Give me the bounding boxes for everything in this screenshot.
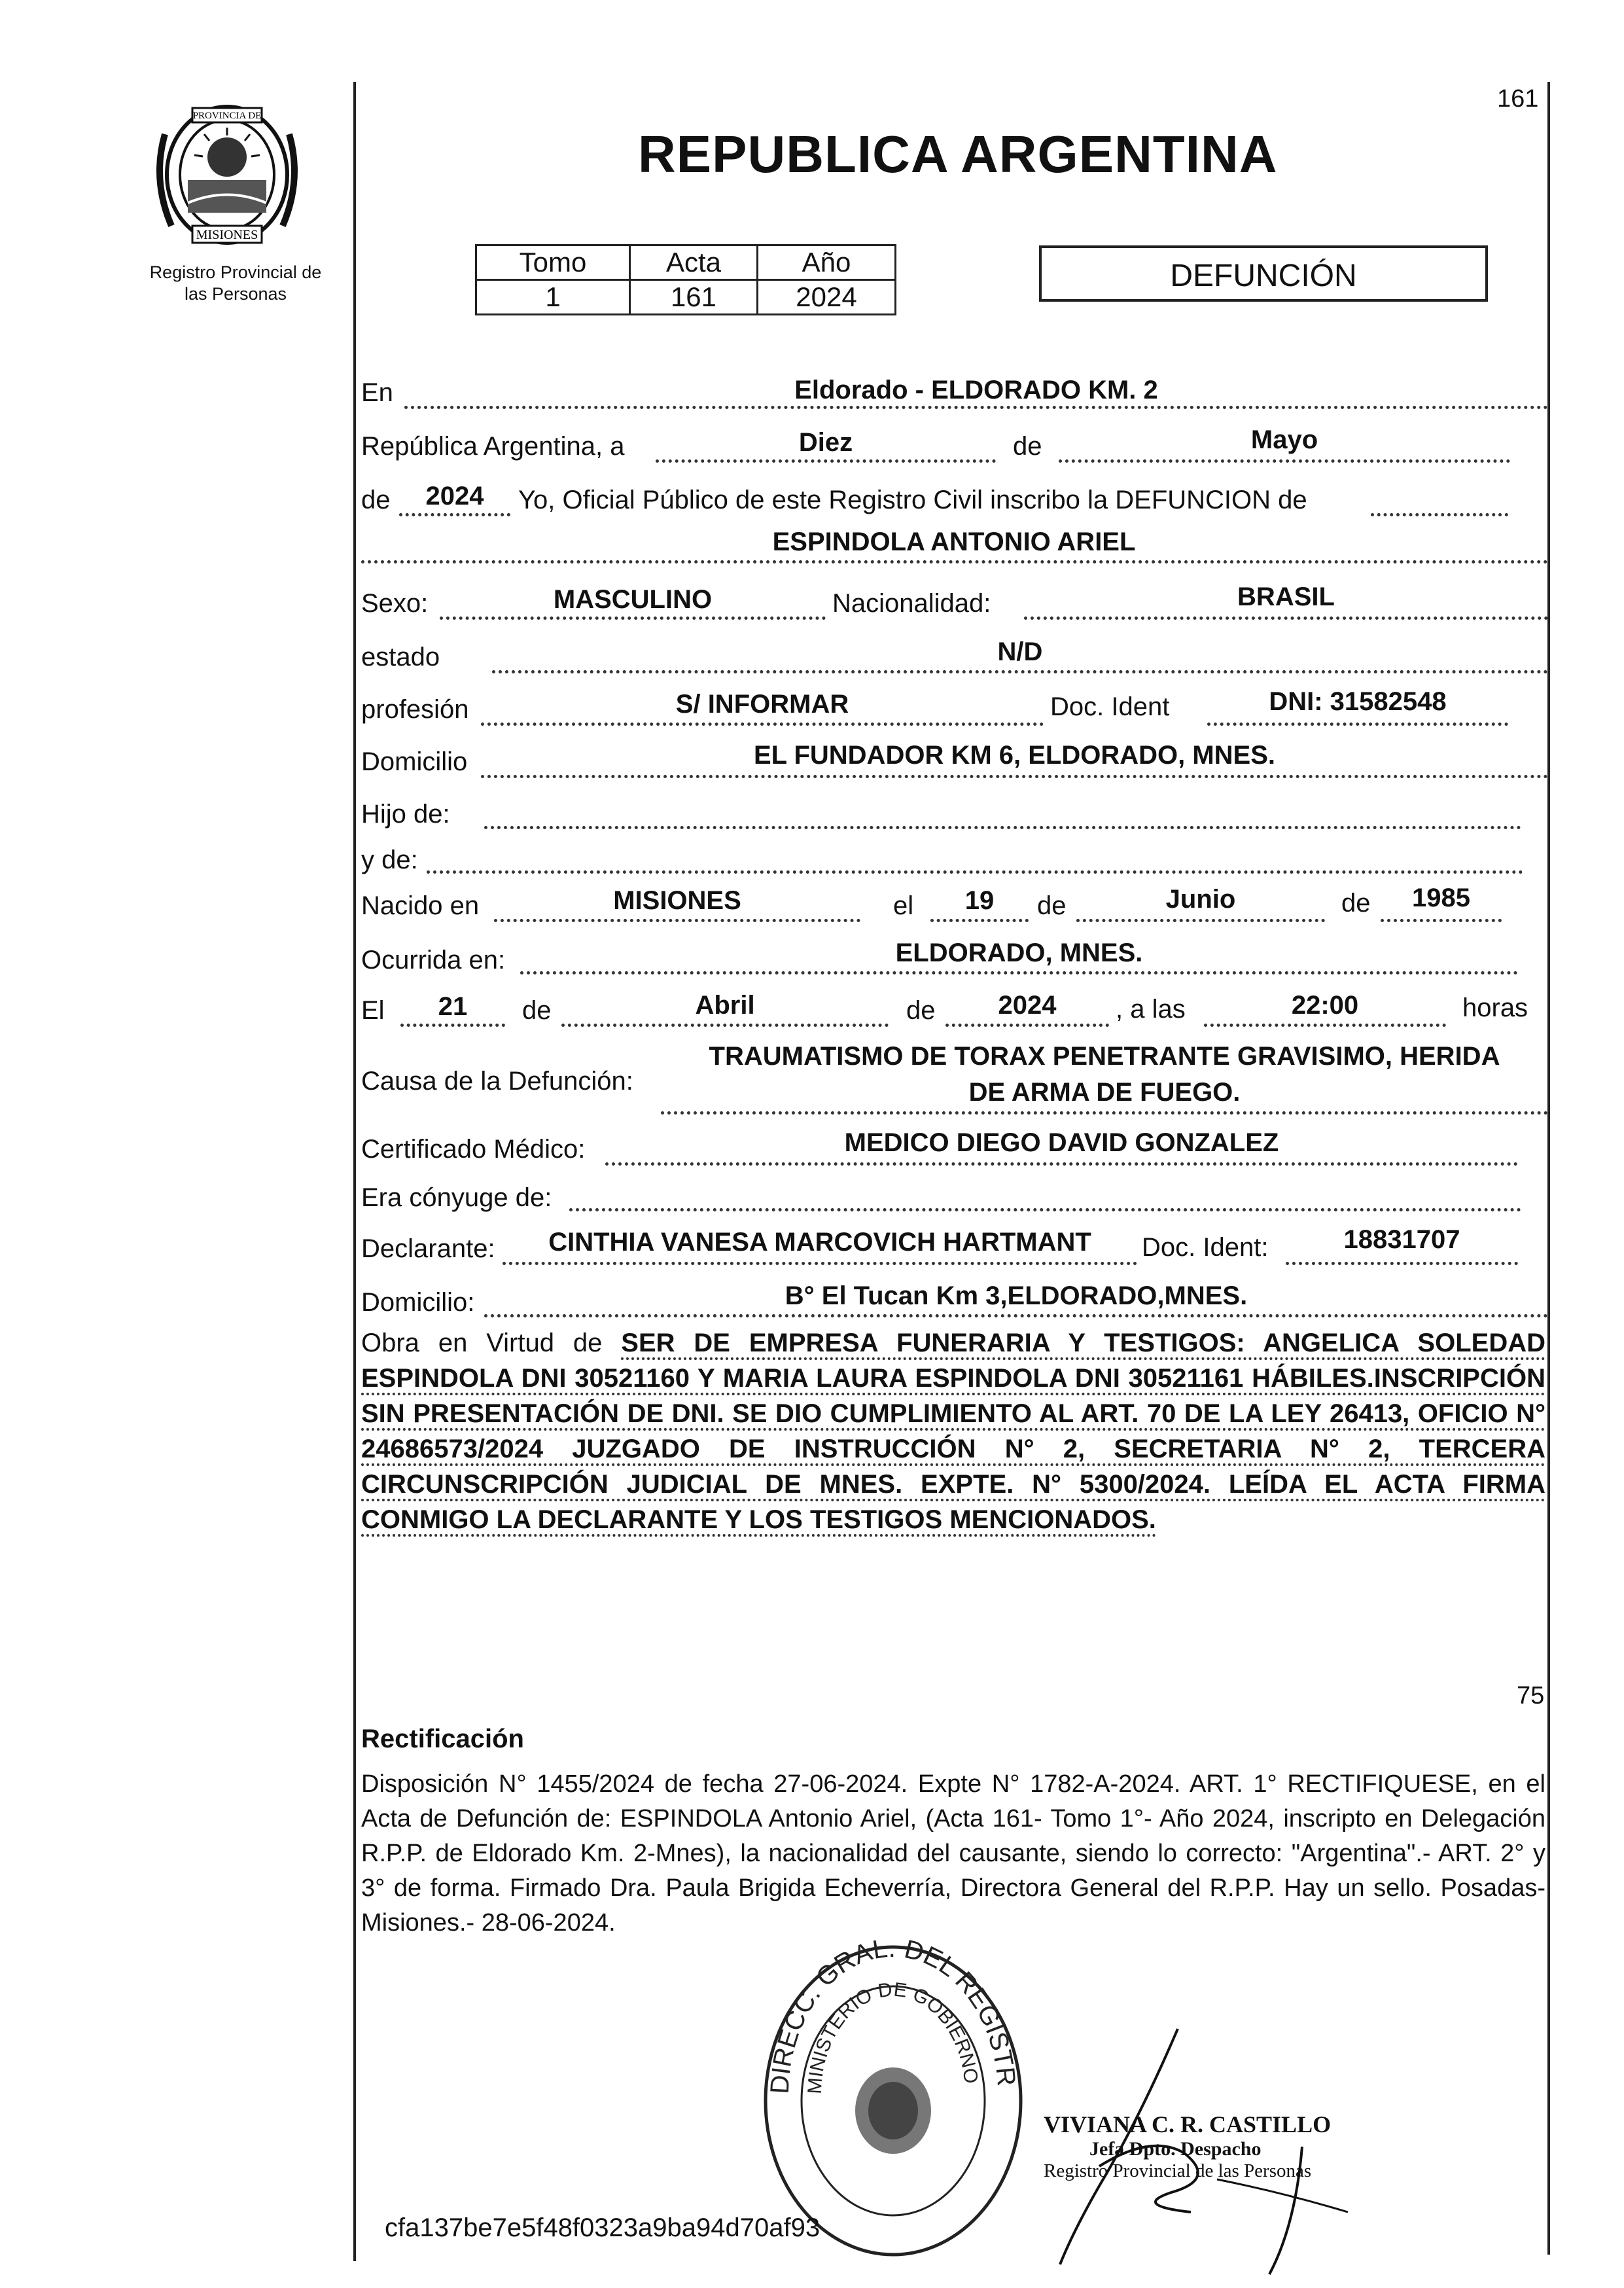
day-words-value: Diez: [798, 428, 853, 457]
certificado-value: MEDICO DIEGO DAVID GONZALEZ: [844, 1128, 1279, 1157]
page-title: REPUBLICA ARGENTINA: [638, 125, 1278, 183]
death-de1-label: de: [522, 996, 552, 1025]
en-label: En: [361, 378, 393, 407]
registry-value-acta: 161: [630, 280, 758, 315]
hijo-de-label: Hijo de:: [361, 800, 450, 829]
domicilio-value: EL FUNDADOR KM 6, ELDORADO, MNES.: [753, 741, 1276, 770]
doc-ident-line: [1207, 723, 1508, 726]
signature-title: Jefa Dpto. Despacho: [1089, 2138, 1262, 2160]
domicilio-label: Domicilio: [361, 747, 468, 776]
decl-domicilio-value: B° El Tucan Km 3,ELDORADO,MNES.: [785, 1281, 1248, 1310]
domicilio-line: [481, 775, 1548, 778]
org-name-line2: las Personas: [184, 284, 287, 304]
page-number: 161: [1497, 85, 1539, 113]
year-prefix-label: de: [361, 486, 391, 514]
certificado-label: Certificado Médico:: [361, 1135, 586, 1164]
month-value: Mayo: [1250, 425, 1318, 454]
a-las-label: , a las: [1116, 995, 1186, 1024]
svg-text:MINISTERIO DE GOBIERNO: MINISTERIO DE GOBIERNO: [803, 1978, 982, 2095]
ocurrida-value: ELDORADO, MNES.: [895, 938, 1143, 967]
official-statement: Yo, Oficial Público de este Registro Civil inscribo la DEFUNCION de: [518, 486, 1307, 514]
registry-header-ano: Año: [758, 245, 896, 280]
document-hash: cfa137be7e5f48f0323a9ba94d70af93: [385, 2213, 821, 2242]
death-time-value: 22:00: [1291, 991, 1359, 1020]
estado-value: N/D: [997, 637, 1043, 666]
svg-text:PROVINCIA DE: PROVINCIA DE: [192, 111, 262, 121]
nacido-en-label: Nacido en: [361, 891, 480, 920]
y-de-line: [427, 870, 1523, 874]
rectificacion-title: Rectificación: [361, 1725, 524, 1753]
birth-month-value: Junio: [1165, 885, 1236, 914]
conyuge-line: [569, 1208, 1521, 1211]
causa-line2: DE ARMA DE FUEGO.: [968, 1078, 1241, 1107]
death-month-value: Abril: [695, 991, 755, 1020]
death-month-line: [561, 1024, 889, 1027]
birth-day-line: [930, 919, 1029, 922]
sexo-value: MASCULINO: [553, 585, 713, 614]
deceased-name: ESPINDOLA ANTONIO ARIEL: [772, 527, 1136, 556]
signature-block: [1044, 2111, 1358, 2182]
birth-de1-label: de: [1037, 891, 1067, 920]
profesion-label: profesión: [361, 695, 469, 724]
year-line: [399, 513, 510, 516]
birth-de2-label: de: [1341, 889, 1371, 918]
decl-domicilio-line: [484, 1314, 1548, 1317]
death-year-line: [945, 1024, 1109, 1027]
horas-label: horas: [1462, 993, 1528, 1022]
profesion-value: S/ INFORMAR: [675, 690, 849, 719]
nacido-en-value: MISIONES: [613, 886, 741, 915]
ocurrida-line: [520, 971, 1518, 974]
country-label: República Argentina, a: [361, 432, 625, 461]
nacido-en-line: [494, 919, 860, 922]
doc-ident-value: DNI: 31582548: [1269, 687, 1447, 716]
death-year-value: 2024: [998, 991, 1057, 1020]
causa-line: [661, 1111, 1548, 1115]
rectificacion-page-number: 75: [1517, 1682, 1545, 1709]
svg-text:MISIONES: MISIONES: [196, 228, 258, 242]
declarante-line: [503, 1262, 1137, 1265]
declarante-label: Declarante:: [361, 1234, 495, 1263]
deceased-line: [361, 560, 1548, 563]
registry-value-row: [476, 280, 896, 315]
certificado-line: [605, 1162, 1518, 1166]
registry-table: [475, 244, 896, 315]
en-line: [404, 406, 1548, 409]
rectificacion-text: Disposición N° 1455/2024 de fecha 27-06-2024. Expte N° 1782-A-2024. ART. 1° RECTIFIQUESE, en el Acta de Defunción de: ESPINDOLA Antonio Ariel, (Acta 161- Tomo 1°- Año 2024, inscripto en Delegación R.P.P. de Eldorado Km. 2-Mnes), la nacionalidad del causante, siendo lo correcto: "Argentina".- ART. 2° y 3° de forma. Firmado Dra. Paula Brigida Echeverría, Directora General del R.P.P. Hay un sello. Posadas- Misiones.- 28-06-2024.: [361, 1770, 1545, 1937]
place-value: Eldorado - ELDORADO KM. 2: [794, 376, 1158, 404]
registry-header-tomo: Tomo: [476, 245, 630, 280]
decl-domicilio-label: Domicilio:: [361, 1288, 475, 1317]
month-line: [1059, 459, 1510, 463]
causa-label: Causa de la Defunción:: [361, 1067, 633, 1096]
profesion-line: [481, 723, 1044, 726]
hijo-de-line: [484, 826, 1521, 829]
death-day-value: 21: [438, 992, 468, 1021]
year-value: 2024: [425, 482, 484, 510]
death-time-line: [1204, 1024, 1446, 1027]
birth-day-value: 19: [964, 886, 995, 915]
signature-org: Registro Provincial de las Personas: [1044, 2160, 1312, 2181]
y-de-label: y de:: [361, 846, 418, 874]
official-stamp: [749, 1931, 1037, 2258]
sexo-label: Sexo:: [361, 589, 429, 618]
sexo-line: [440, 617, 826, 620]
doc-ident-label: Doc. Ident: [1050, 692, 1170, 721]
el-label: el: [893, 891, 914, 920]
el-death-label: El: [361, 996, 385, 1025]
declarante-value: CINTHIA VANESA MARCOVICH HARTMANT: [548, 1228, 1091, 1257]
document-type-box: DEFUNCIÓN: [1039, 245, 1488, 302]
nacionalidad-label: Nacionalidad:: [832, 589, 991, 618]
birth-year-value: 1985: [1412, 884, 1470, 912]
decl-doc-label: Doc. Ident:: [1142, 1233, 1269, 1262]
birth-year-line: [1381, 919, 1502, 922]
causa-line1: TRAUMATISMO DE TORAX PENETRANTE GRAVISIMO, HERIDA: [709, 1042, 1500, 1071]
province-emblem: [152, 95, 302, 252]
obra-label: Obra en Virtud de: [361, 1329, 603, 1357]
obra-text: SER DE EMPRESA FUNERARIA Y TESTIGOS: ANGELICA SOLEDAD ESPINDOLA DNI 30521160 Y MARIA LAURA ESPINDOLA DNI 30521161 HÁBILES.INSCRIPCIÓN SIN PRESENTACIÓN DE DNI. SE DIO CUMPLIMIENTO AL ART. 70 DE LA LEY 26413, OFICIO N° 24686573/2024 JUZGADO DE INSTRUCCIÓN N° 2, SECRETARIA N° 2, TERCERA CIRCUNSCRIPCIÓN JUDICIAL DE MNES. EXPTE. N° 5300/2024. LEÍDA EL ACTA FIRMA CONMIGO LA DECLARANTE Y LOS TESTIGOS MENCIONADOS.: [361, 1329, 1545, 1537]
registry-header-row: [476, 245, 896, 280]
statement-line: [1371, 513, 1508, 516]
nacionalidad-line: [1024, 617, 1548, 620]
death-day-line: [400, 1024, 505, 1027]
nacionalidad-value: BRASIL: [1237, 582, 1335, 611]
conyuge-label: Era cónyuge de:: [361, 1183, 552, 1212]
ocurrida-label: Ocurrida en:: [361, 946, 506, 974]
signature-name: VIVIANA C. R. CASTILLO: [1044, 2111, 1332, 2137]
estado-line: [492, 670, 1548, 673]
estado-label: estado: [361, 643, 440, 671]
svg-text:DIRECC. GRAL. DEL REGISTRO PRO: DIRECC. GRAL. DEL REGISTR: [765, 1933, 1021, 2095]
de-label: de: [1013, 432, 1042, 461]
decl-doc-line: [1286, 1262, 1518, 1265]
registry-value-ano: 2024: [758, 280, 896, 315]
death-de2-label: de: [906, 996, 936, 1025]
decl-doc-value: 18831707: [1343, 1225, 1460, 1254]
registry-header-acta: Acta: [630, 245, 758, 280]
registry-value-tomo: 1: [476, 280, 630, 315]
left-margin-line: [353, 82, 356, 2261]
org-name: [118, 262, 353, 305]
day-line: [656, 459, 996, 463]
org-name-line1: Registro Provincial de: [149, 262, 322, 282]
birth-month-line: [1076, 919, 1325, 922]
obra-paragraph: [361, 1325, 1545, 1537]
